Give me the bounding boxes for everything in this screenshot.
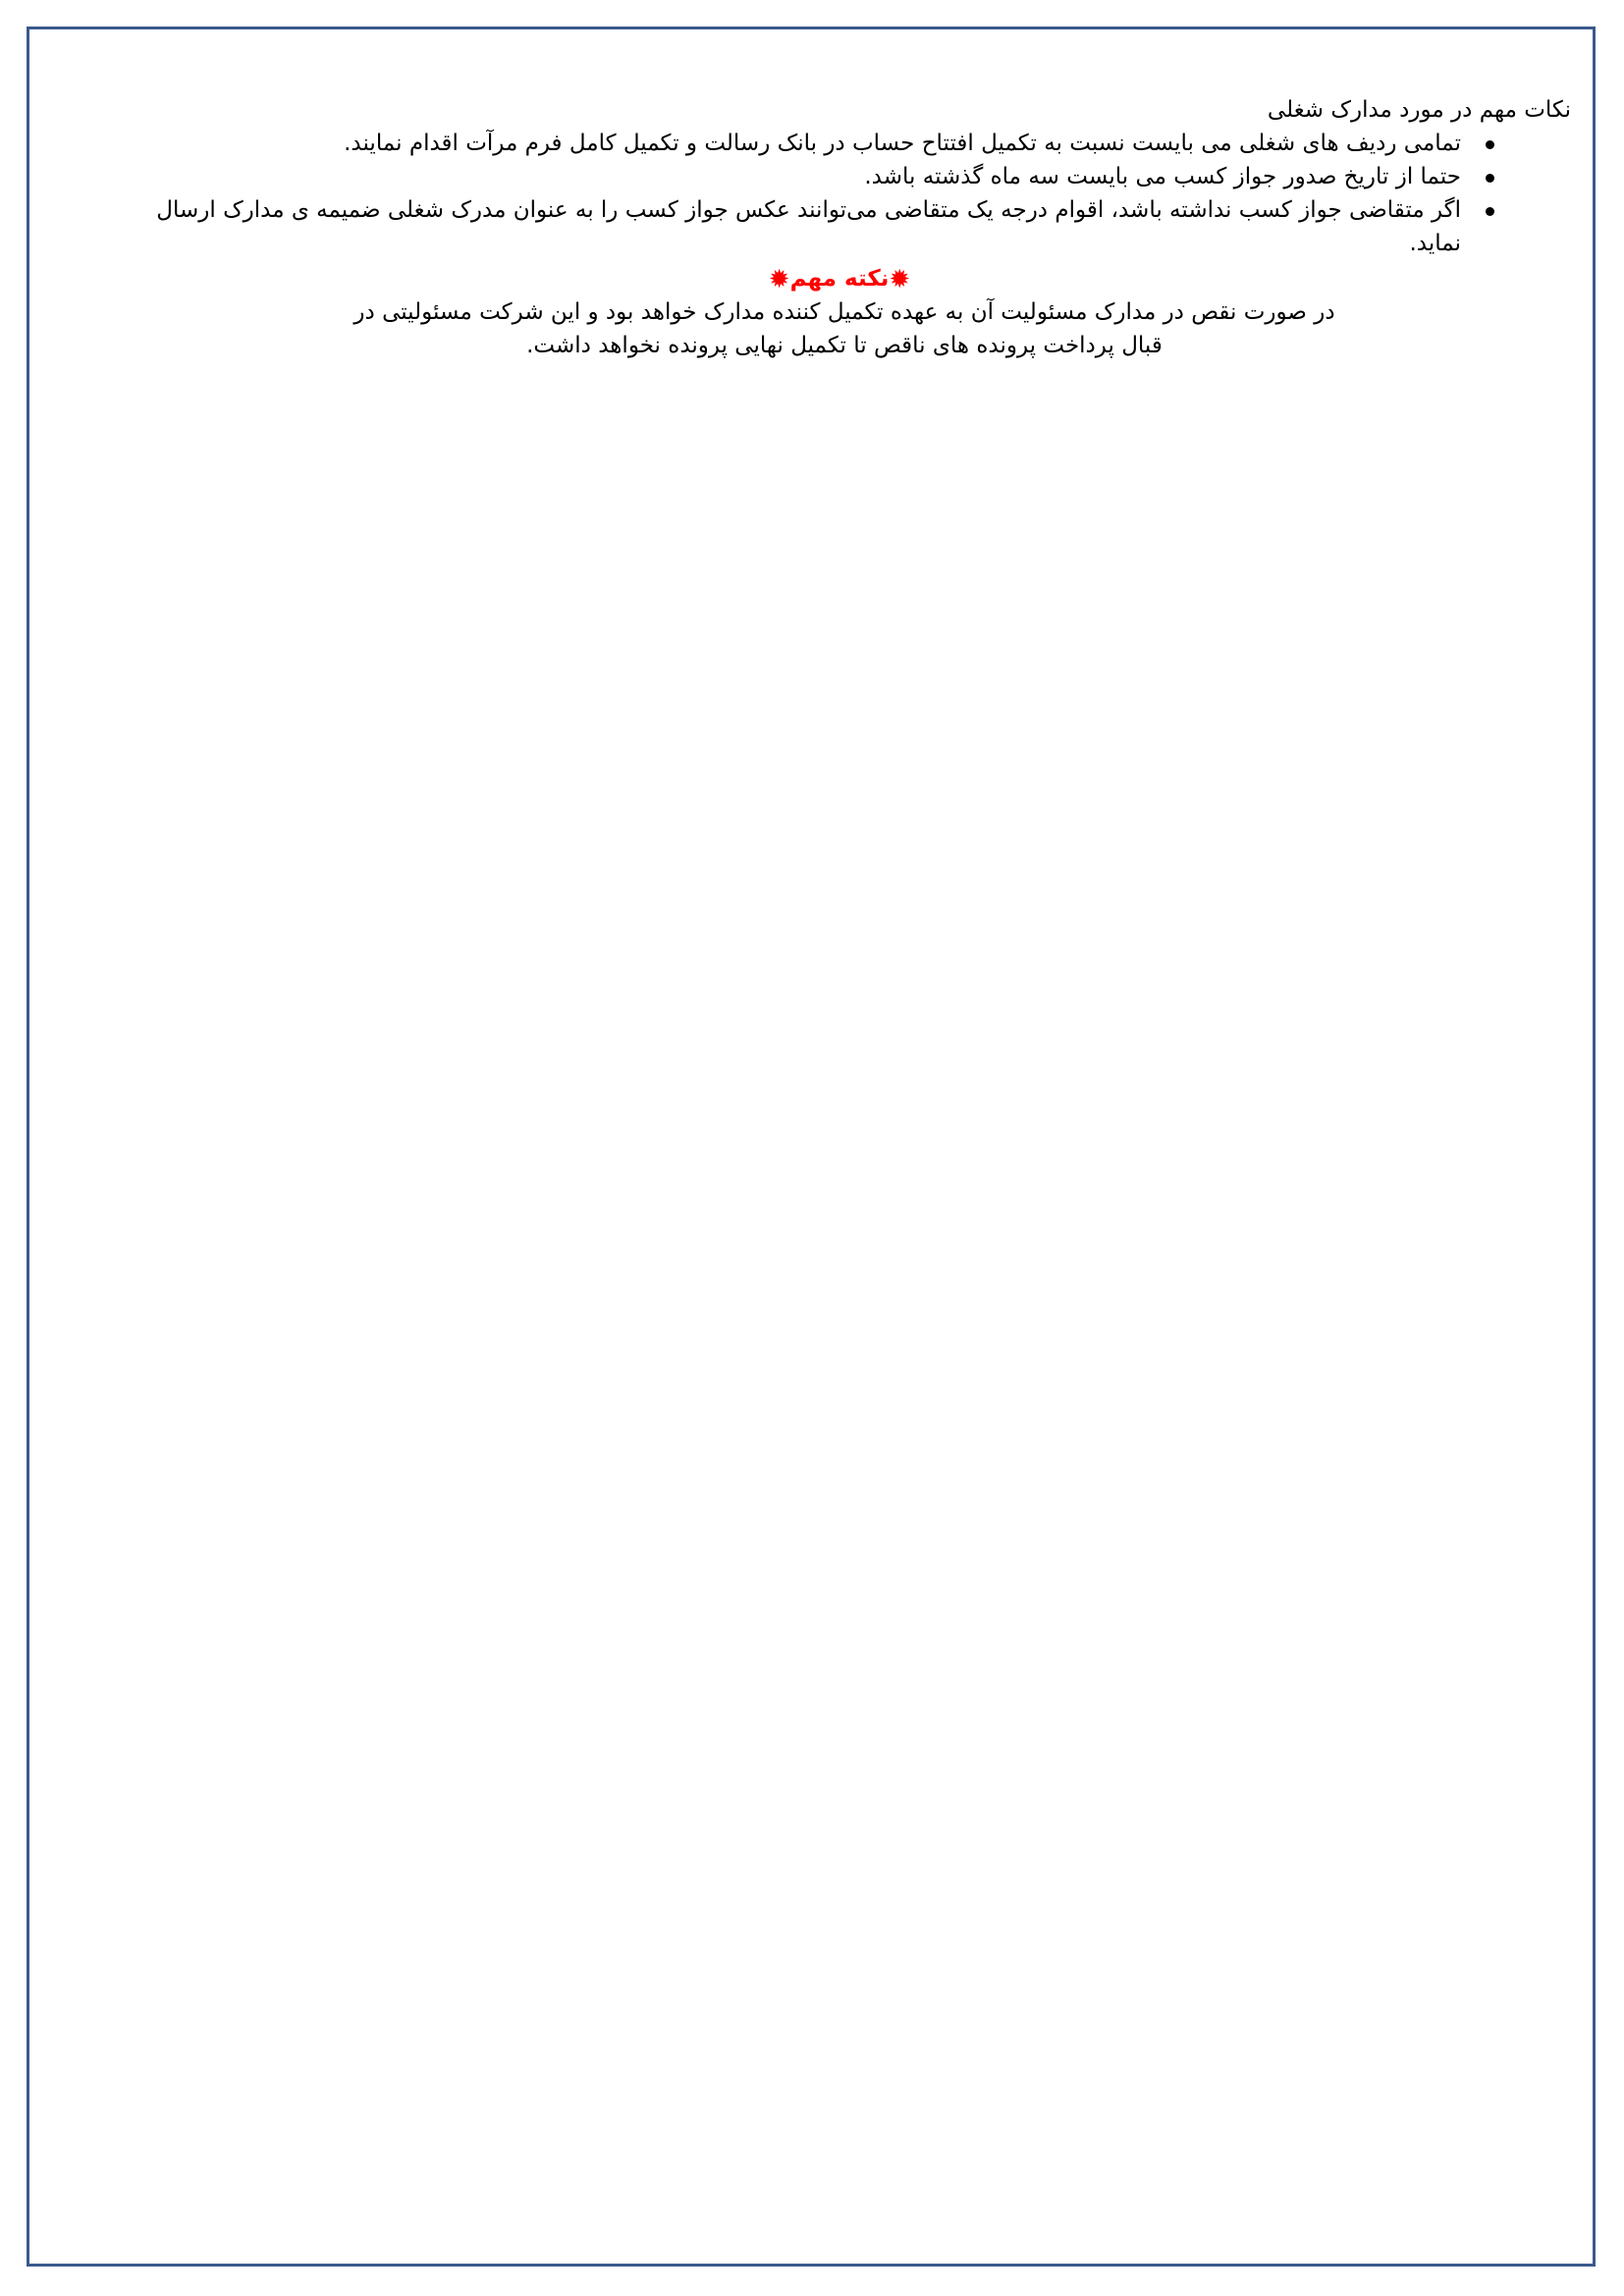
bullet-item bbox=[108, 160, 1500, 193]
note-body-line: قبال پرداخت پرونده های ناقص تا تکمیل نهایی پرونده نخواهد داشت. bbox=[526, 333, 1163, 358]
bullet-icon bbox=[1486, 174, 1494, 183]
bullet-icon bbox=[1486, 140, 1494, 149]
bullet-icon bbox=[1486, 207, 1494, 216]
bullet-text: اگر متقاضی جواز کسب نداشته باشد، اقوام درجه یک متقاضی می‌توانند عکس جواز کسب را به عنوان مدرک شغلی ضمیمه ی مدارک ارسال نماید. bbox=[156, 197, 1461, 256]
note-body-line: در صورت نقص در مدارک مسئولیت آن به عهده تکمیل کننده مدارک خواهد بود و این شرکت مسئولیتی در bbox=[353, 299, 1335, 325]
note-body bbox=[108, 295, 1571, 362]
bullet-item bbox=[108, 127, 1500, 160]
starburst-icon: ✹ bbox=[889, 265, 911, 294]
note-title-text: نکته مهم bbox=[789, 266, 890, 292]
bullet-text: حتما از تاریخ صدور جواز کسب می بایست سه ماه گذشته باشد. bbox=[864, 164, 1461, 189]
starburst-icon: ✹ bbox=[768, 265, 790, 294]
document-heading: نکات مهم در مورد مدارک شغلی bbox=[1267, 97, 1571, 123]
bullet-item bbox=[108, 193, 1500, 260]
bullet-list bbox=[108, 127, 1571, 260]
document-content bbox=[108, 93, 1571, 362]
note-title bbox=[108, 262, 1571, 295]
bullet-text: تمامی ردیف های شغلی می بایست نسبت به تکمیل افتتاح حساب در بانک رسالت و تکمیل کامل فرم مرآت اقدام نمایند. bbox=[344, 131, 1461, 156]
page-border bbox=[27, 27, 1596, 2267]
